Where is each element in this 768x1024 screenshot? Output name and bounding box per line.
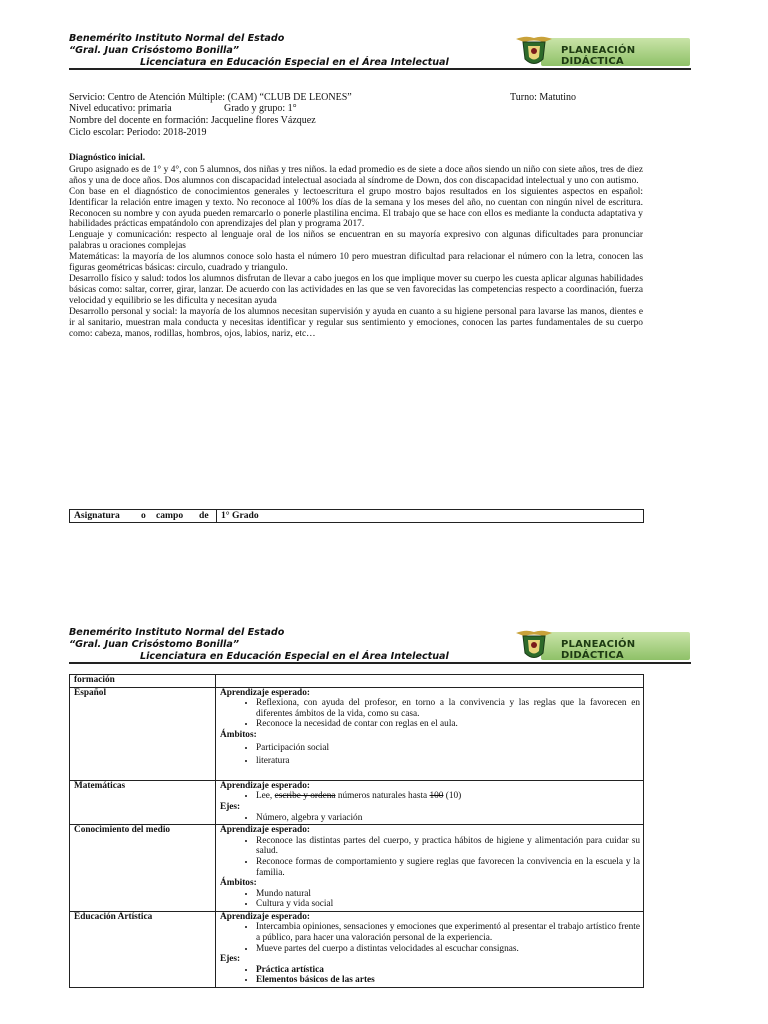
learning-label: Aprendizaje esperado: bbox=[220, 825, 310, 836]
axis-label: Ejes: bbox=[220, 801, 241, 812]
list-item: • Reconoce las distintas partes del cuerpo, y practica hábitos de higiene y alimentación para cuidar su salud. bbox=[256, 836, 640, 857]
axis-label: Ejes: bbox=[220, 954, 241, 965]
diagnostic-paragraph: Desarrollo personal y social: la mayoría de los alumnos necesitan supervisión y ayuda en cuanto a su higiene personal para lavarse las manos, dientes e ir al sanitario, muestran mala conducta y necesitas identificar y regular sus sentimiento y emociones, conocen las partes fundamentales de su cuerpo como: cabeza, manos, rodillas, hombros, ojos, labios, nariz, etc… bbox=[69, 306, 643, 339]
learning-label: Aprendizaje esperado: bbox=[220, 911, 310, 922]
table-row bbox=[70, 825, 644, 912]
planning-table bbox=[69, 674, 644, 988]
table-row bbox=[70, 675, 644, 688]
table-row bbox=[70, 911, 644, 987]
scope-list bbox=[220, 889, 640, 910]
list-item: • Mueve partes del cuerpo a distintas velocidades al escuchar consignas. bbox=[256, 944, 640, 955]
institute-name: Benemérito Instituto Normal del Estado bbox=[69, 33, 285, 44]
subject-header-word: de bbox=[199, 510, 209, 521]
list-item: • Cultura y vida social bbox=[256, 899, 640, 910]
content-cell bbox=[216, 780, 644, 824]
subject-cell: Educación Artística bbox=[70, 911, 216, 987]
diagnostic-paragraph: Matemáticas: la mayoría de los alumnos conoce solo hasta el número 10 pero muestran dificultad para relacionar el número con la letra, conocen las figuras geométricas básicas: circulo, cuadrado y triangulo. bbox=[69, 252, 643, 274]
institute-subtitle: “Gral. Juan Crisóstomo Bonilla” bbox=[69, 639, 240, 650]
diagnostic-paragraph: Con base en el diagnóstico de conocimientos generales y lectoescritura el grupo mostro bajos resultados en los siguientes aspectos en español: Identificar la relación entre imagen y texto. No reconoce al 100% los días de la semana y los meses del año, no cuentan con ningún nivel de escritura. Reconocen su nombre y con ayuda pueden remarcarlo o ponerle plastilina encima. El trabajo que se hace con ellos es mediante la conducta adaptativa y habilidades prácticas empatándolo con aprendizajes del plan y programa 2017. bbox=[69, 186, 643, 230]
institute-name: Benemérito Instituto Normal del Estado bbox=[69, 627, 285, 638]
content-cell bbox=[216, 687, 644, 780]
subject-header-word: o bbox=[141, 510, 146, 521]
list-item: • Intercambia opiniones, sensaciones y emociones que experimentó al presentar el trabajo artístico frente a público, para hacer una valoración personal de la experiencia. bbox=[256, 922, 640, 943]
grade-header-cell: 1° Grado bbox=[221, 510, 259, 521]
diagnostic-paragraph: Lenguaje y comunicación: respecto al lenguaje oral de los niños se encuentran en su mayoría expresivo con algunas dificultades para pronunciar palabras u oraciones complejas bbox=[69, 230, 643, 252]
list-item: • Participación social bbox=[256, 743, 640, 754]
content-cell bbox=[216, 825, 644, 912]
content-cell bbox=[216, 911, 644, 987]
teacher-line: Nombre del docente en formación: Jacqueline flores Vázquez bbox=[69, 115, 316, 126]
list-item: • Práctica artística bbox=[256, 965, 640, 976]
table-row bbox=[70, 687, 644, 780]
list-item: • Mundo natural bbox=[256, 889, 640, 900]
institution-shield-logo-icon bbox=[514, 33, 554, 71]
diagnostic-section bbox=[69, 153, 643, 339]
learning-list bbox=[220, 698, 640, 730]
degree-program: Licenciatura en Educación Especial en el Área Intelectual bbox=[140, 651, 449, 662]
subject-header-row bbox=[69, 509, 644, 523]
subject-cell: Conocimiento del medio bbox=[70, 825, 216, 912]
table-row bbox=[70, 780, 644, 824]
learning-list bbox=[220, 836, 640, 878]
list-item: • literatura bbox=[256, 756, 640, 767]
item-text: números naturales hasta bbox=[335, 791, 430, 802]
institute-subtitle: “Gral. Juan Crisóstomo Bonilla” bbox=[69, 45, 240, 56]
subject-cell: formación bbox=[70, 675, 216, 688]
learning-list bbox=[220, 791, 640, 802]
subject-header-cell bbox=[70, 510, 217, 522]
axis-list bbox=[220, 813, 640, 824]
shift-line: Turno: Matutino bbox=[510, 92, 577, 103]
struck-text: escribe y ordena bbox=[274, 791, 336, 802]
planeacion-badge bbox=[514, 627, 690, 663]
item-text: Lee, bbox=[256, 791, 275, 802]
learning-label: Aprendizaje esperado: bbox=[220, 687, 310, 698]
learning-label: Aprendizaje esperado: bbox=[220, 780, 310, 791]
service-line: Servicio: Centro de Atención Múltiple: (CAM) “CLUB DE LEONES” bbox=[69, 92, 352, 103]
item-text: (10) bbox=[443, 791, 462, 802]
list-item bbox=[256, 791, 640, 802]
grade-group-line: Grado y grupo: 1° bbox=[224, 103, 297, 114]
school-year-line: Ciclo escolar: Periodo: 2018-2019 bbox=[69, 127, 207, 138]
diagnostic-paragraph: Desarrollo físico y salud: todos los alumnos disfrutan de llevar a cabo juegos en los que implique mover su cuerpo les cuesta aplicar algunas habilidades básicas como: saltar, correr, girar, lanzar. De acuerdo con las actividades en las que se ven favorecidas las competencias respecto a coordinación, fuerza velocidad y equilibrio se les dificulta y necesitan ayuda bbox=[69, 273, 643, 306]
list-item: • Reconoce formas de comportamiento y sugiere reglas que favorecen la convivencia en la escuela y la familia. bbox=[256, 857, 640, 878]
planeacion-badge bbox=[514, 33, 690, 69]
list-item: • Número, algebra y variación bbox=[256, 813, 640, 824]
scope-label: Ámbitos: bbox=[220, 878, 257, 889]
level-line: Nivel educativo: primaria bbox=[69, 103, 172, 114]
list-item: • Reconoce la necesidad de contar con reglas en el aula. bbox=[256, 719, 640, 730]
scope-list bbox=[220, 743, 640, 767]
diagnostic-title: Diagnóstico inicial. bbox=[69, 153, 146, 163]
subject-cell: Español bbox=[70, 687, 216, 780]
badge-label: PLANEACIÓN DIDÁCTICA bbox=[561, 45, 636, 67]
badge-tag bbox=[541, 632, 690, 660]
list-item: • Elementos básicos de las artes bbox=[256, 975, 640, 986]
institution-shield-logo-icon bbox=[514, 627, 554, 665]
badge-label: PLANEACIÓN DIDÁCTICA bbox=[561, 639, 636, 661]
badge-tag bbox=[541, 38, 690, 66]
diagnostic-paragraph: Grupo asignado es de 1° y 4°, con 5 alumnos, dos niñas y tres niños. la edad promedio es de siete a doce años siendo un niño con siete años, tres de diez años y una de doce años. Dos alumnos con discapacidad intelectual asociada al síndrome de Down, dos con discapacidad intelectual y uno con autismo. bbox=[69, 164, 643, 186]
degree-program: Licenciatura en Educación Especial en el Área Intelectual bbox=[140, 57, 449, 68]
axis-list bbox=[220, 965, 640, 986]
struck-text: 100 bbox=[429, 791, 444, 802]
list-item: • Reflexiona, con ayuda del profesor, en torno a la convivencia y las reglas que la favorecen en diferentes ámbitos de la vida, como su casa. bbox=[256, 698, 640, 719]
subject-cell: Matemáticas bbox=[70, 780, 216, 824]
subject-header-word: campo bbox=[156, 510, 184, 521]
content-cell bbox=[216, 675, 644, 688]
learning-list bbox=[220, 922, 640, 954]
subject-header-word: Asignatura bbox=[74, 510, 120, 521]
scope-label: Ámbitos: bbox=[220, 729, 257, 740]
